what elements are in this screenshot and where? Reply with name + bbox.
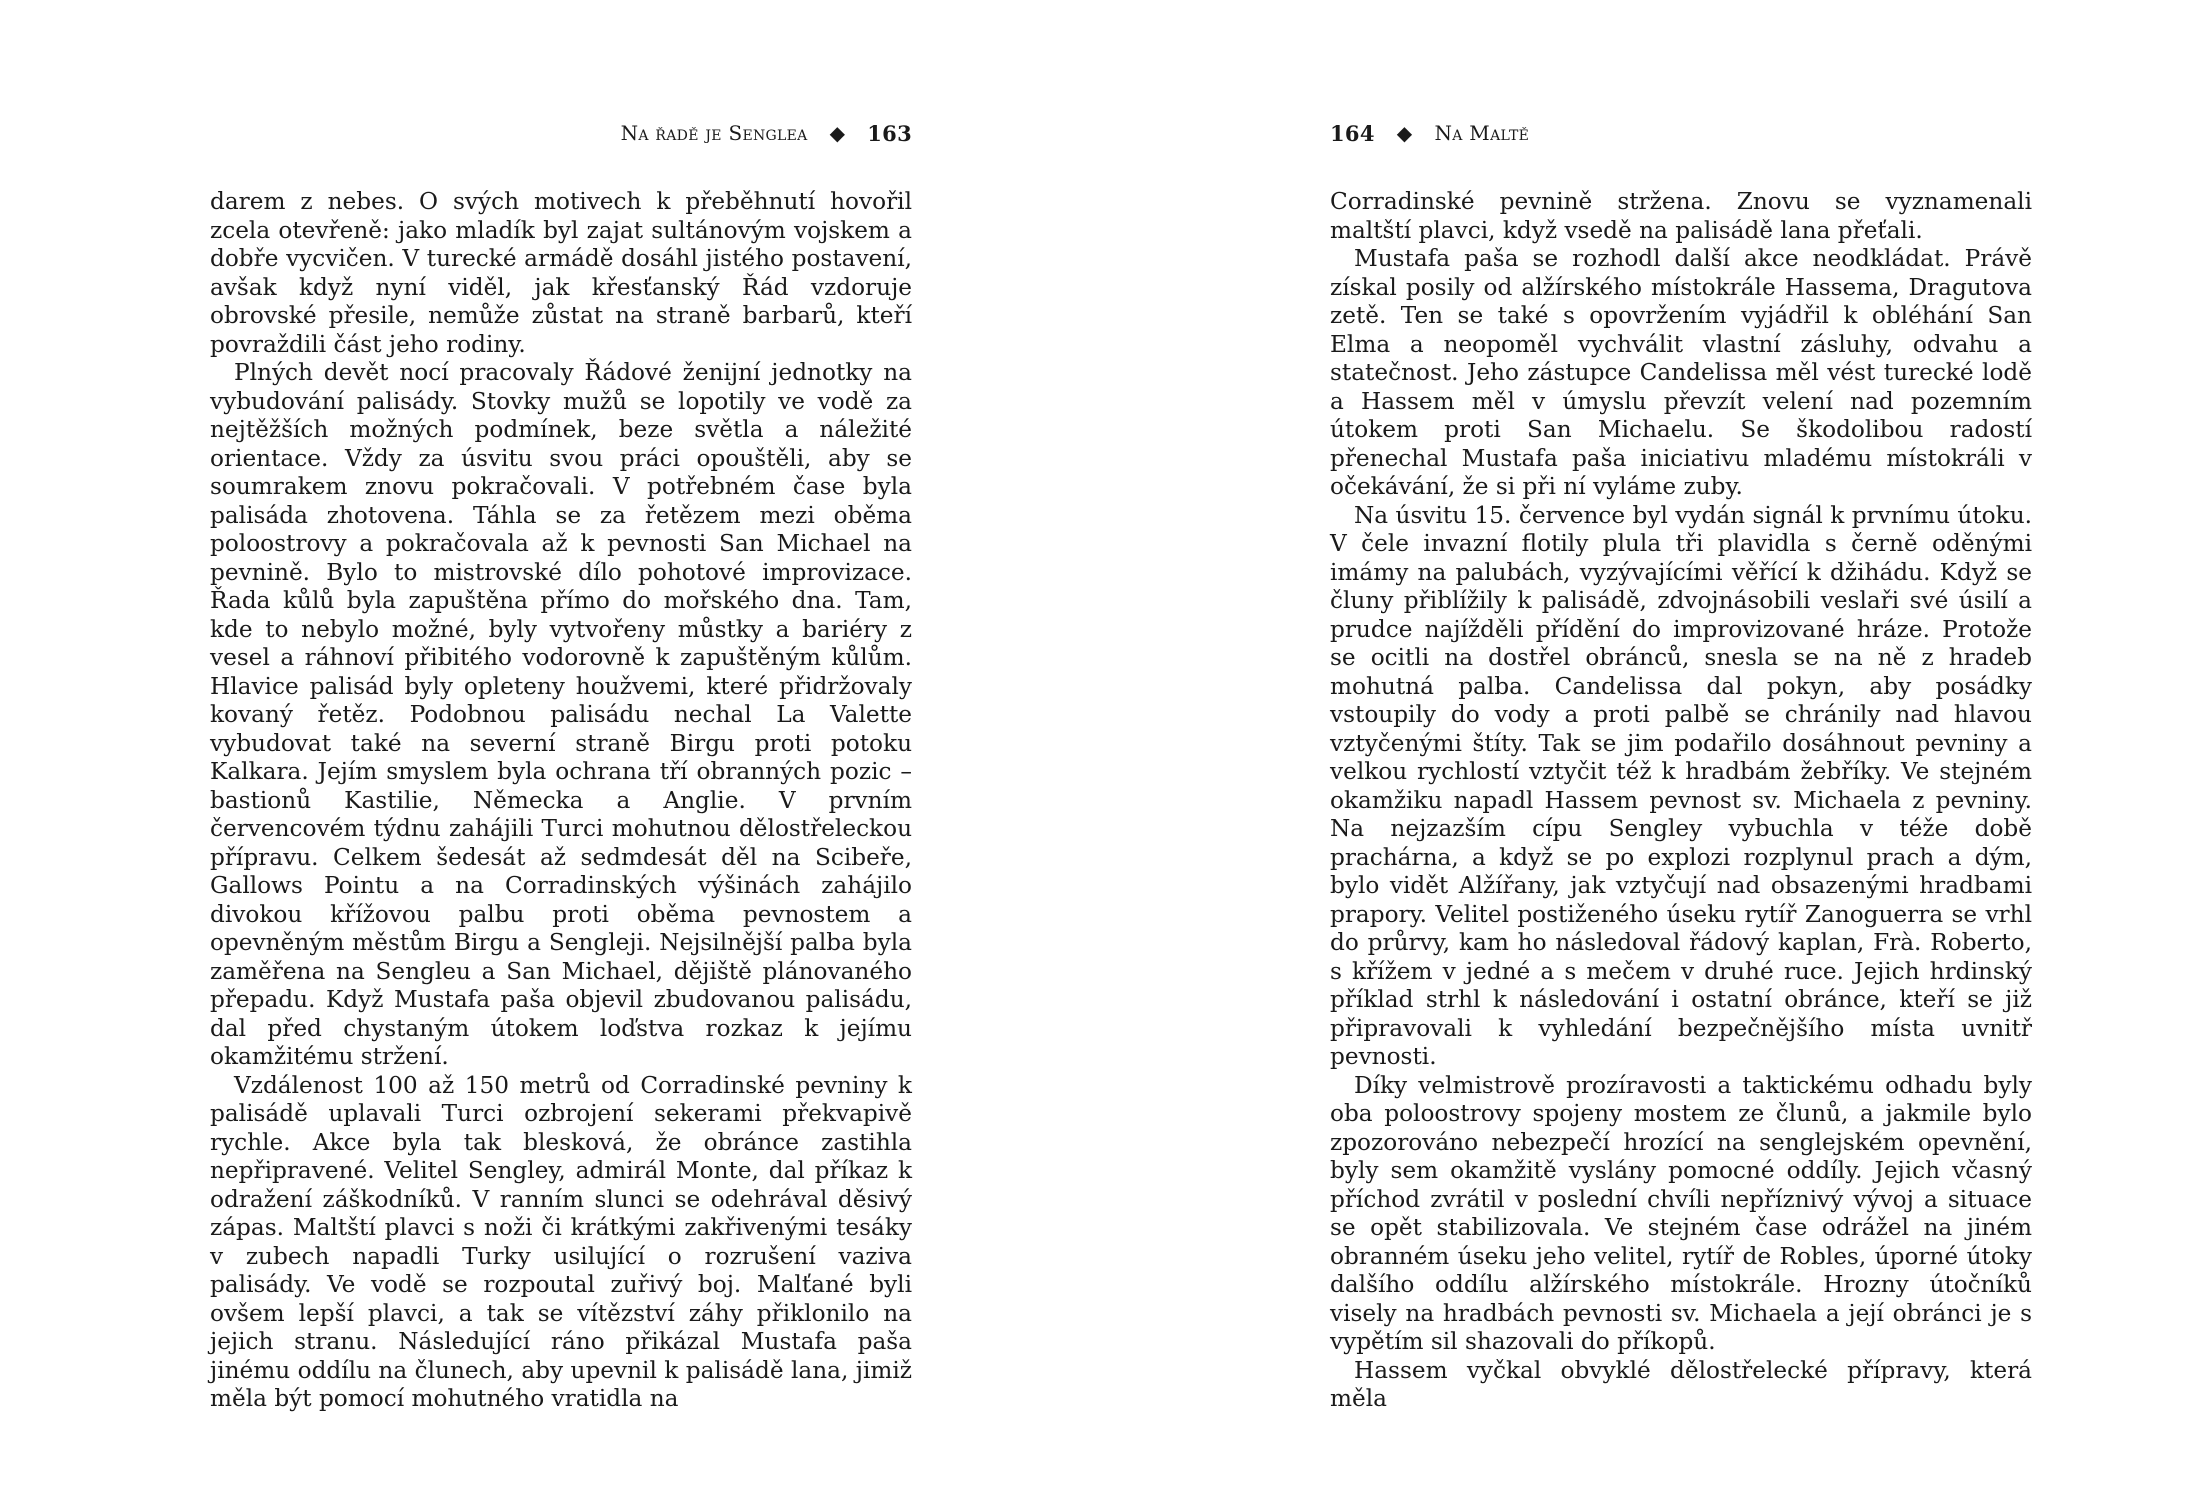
right-page-header — [1330, 118, 2032, 148]
page-number: 164 — [1330, 120, 1375, 146]
right-page — [1105, 0, 2210, 1500]
left-page-header — [210, 118, 912, 148]
running-head: Na Maltě — [1434, 121, 1530, 145]
paragraph: Hassem vyčkal obvyklé dělostřelecké přípravy, která měla — [1330, 1356, 2032, 1412]
paragraph: Mustafa paša se rozhodl další akce neodkládat. Právě získal posily od alžírského místokrále Hassema, Dragutova zetě. Ten se také s opovržením vyjádřil k obléhání San Elma a neopoměl vychválit vlastní zásluhy, odvahu a statečnost. Jeho zástupce Candelissa měl vést turecké lodě a Hassem měl v úmyslu převzít velení nad pozemním útokem proti San Michaelu. Se škodolibou radostí přenechal Mustafa paša iniciativu mladému místokráli v očekávání, že si při ní vylámе zuby. — [1330, 245, 2032, 500]
paragraph: Na úsvitu 15. července byl vydán signál k prvnímu útoku. V čele invazní flotily plula tři plavidla s černě oděnými imámy na palubách, vyzývajícími věřící k džihádu. Když se čluny přiblížily k palisádě, zdvojnásobili veslaři své úsilí a prudce najížděli přídění do improvizované hráze. Protože se ocitli na dostřel obránců, snesla se na ně z hradeb mohutná palba. Candelissa dal pokyn, aby posádky vstoupily do vody a proti palbě se chránily nad hlavou vztyčenými štíty. Tak se jim podařilo dosáhnout pevniny a velkou rychlostí vztyčit též k hradbám žebříky. Ve stejném okamžiku napadl Hassem pevnost sv. Michaela z pevniny. Na nejzazším cípu Sengley vybuchla v téže době prachárna, a když se po explozi rozplynul prach a dým, bylo vidět Alžířany, jak vztyčují nad obsazenými hradbami prapory. Velitel postiženého úseku rytíř Zanoguerra se vrhl do průrvy, kam ho následoval řádový kaplan, Frà. Roberto, s křížem v jedné a s mečem v druhé ruce. Jejich hrdinský příklad strhl k následování i ostatní obránce, kteří se již připravovali k vyhledání bezpečnějšího místa uvnitř pevnosti. — [1330, 501, 2032, 1070]
right-page-body — [1330, 188, 2032, 1414]
paragraph: Díky velmistrově prozíravosti a taktickému odhadu byly oba poloostrovy spojeny mostem ze člunů, a jakmile bylo zpozorováno nebezpečí hrozící na senglejském opevnění, byly sem okamžitě vyslány pomocné oddíly. Jejich včasný příchod zvrátil v poslední chvíli nepříznivý vývoj a situace se opět stabilizovala. Ve stejném čase odrážel na jiném obranném úseku jeho velitel, rytíř de Robles, úporné útoky dalšího oddílu alžírského místokrále. Hrozny útočníků visely na hradbách pevnosti sv. Michaela a její obránci je s vypětím sil shazovali do příkopů. — [1330, 1071, 2032, 1355]
paragraph: Plných devět nocí pracovaly Řádové ženijní jednotky na vybudování palisády. Stovky mužů se lopotily ve vodě za nejtěžších možných podmínek, beze světla a náležité orientace. Vždy za úsvitu svou práci opouštěli, aby se soumrakem znovu pokračovali. V potřebném čase byla palisáda zhotovena. Táhla se za řetězem mezi oběma poloostrovy a pokračovala až k pevnosti San Michael na pevnině. Bylo to mistrovské dílo pohotové improvizace. Řada kůlů byla zapuštěna přímo do mořského dna. Tam, kde to nebylo možné, byly vytvořeny můstky a bariéry z vesel a ráhnoví přibitého vodorovně k zapuštěným kůlům. Hlavice palisád byly opleteny houžvemi, které přidržovaly kovaný řetěz. Podobnou palisádu nechal La Valette vybudovat také na severní straně Birgu proti potoku Kalkara. Jejím smyslem byla ochrana tří obranných pozic – bastionů Kastilie, Německa a Anglie. V prvním červencovém týdnu zahájili Turci mohutnou dělostřeleckou přípravu. Celkem šedesát až sedmdesát děl na Scibeře, Gallows Pointu a na Corradinských výšinách zahájilo divokou křížovou palbu proti oběma pevnostem a opevněným městům Birgu a Sengleji. Nejsilnější palba byla zaměřena na Sengleu a San Michael, dějiště plánovaného přepadu. Když Mustafa paša objevil zbudovanou palisádu, dal před chystaným útokem loďstva rozkaz k jejímu okamžitému stržení. — [210, 359, 912, 1070]
page-number: 163 — [867, 120, 912, 146]
running-head: Na řadě je Senglea — [620, 121, 808, 145]
paragraph: Vzdálenost 100 až 150 metrů od Corradinské pevniny k palisádě uplavali Turci ozbrojení sekerami překvapivě rychle. Akce byla tak blesková, že obránce zastihla nepřipravené. Velitel Sengley, admirál Monte, dal příkaz k odražení záškodníků. V ranním slunci se odehrával děsivý zápas. Maltští plavci s noži či krátkými zakřivenými tesáky v zubech napadli Turky usilující o rozrušení vaziva palisády. Ve vodě se rozpoutal zuřivý boj. Malťané byli ovšem lepší plavci, a tak se vítězství záhy přiklonilo na jejich stranu. Následující ráno přikázal Mustafa paša jinému oddílu na člunech, aby upevnil k palisádě lana, jimiž měla být pomocí mohutného vratidla na — [210, 1071, 912, 1412]
diamond-ornament-icon: ◆ — [829, 121, 846, 145]
paragraph: darem z nebes. O svých motivech k přeběhnutí hovořil zcela otevřeně: jako mladík byl zajat sultánovým vojskem a dobře vycvičen. V turecké armádě dosáhl jistého postavení, avšak když nyní viděl, jak křesťanský Řád vzdoruje obrovské přesile, nemůže zůstat na straně barbarů, kteří povraždili část jeho rodiny. — [210, 188, 912, 358]
left-page-body — [210, 188, 912, 1414]
diamond-ornament-icon: ◆ — [1396, 121, 1413, 145]
paragraph: Corradinské pevnině stržena. Znovu se vyznamenali maltští plavci, když vsedě na palisádě lana přeťali. — [1330, 188, 2032, 244]
